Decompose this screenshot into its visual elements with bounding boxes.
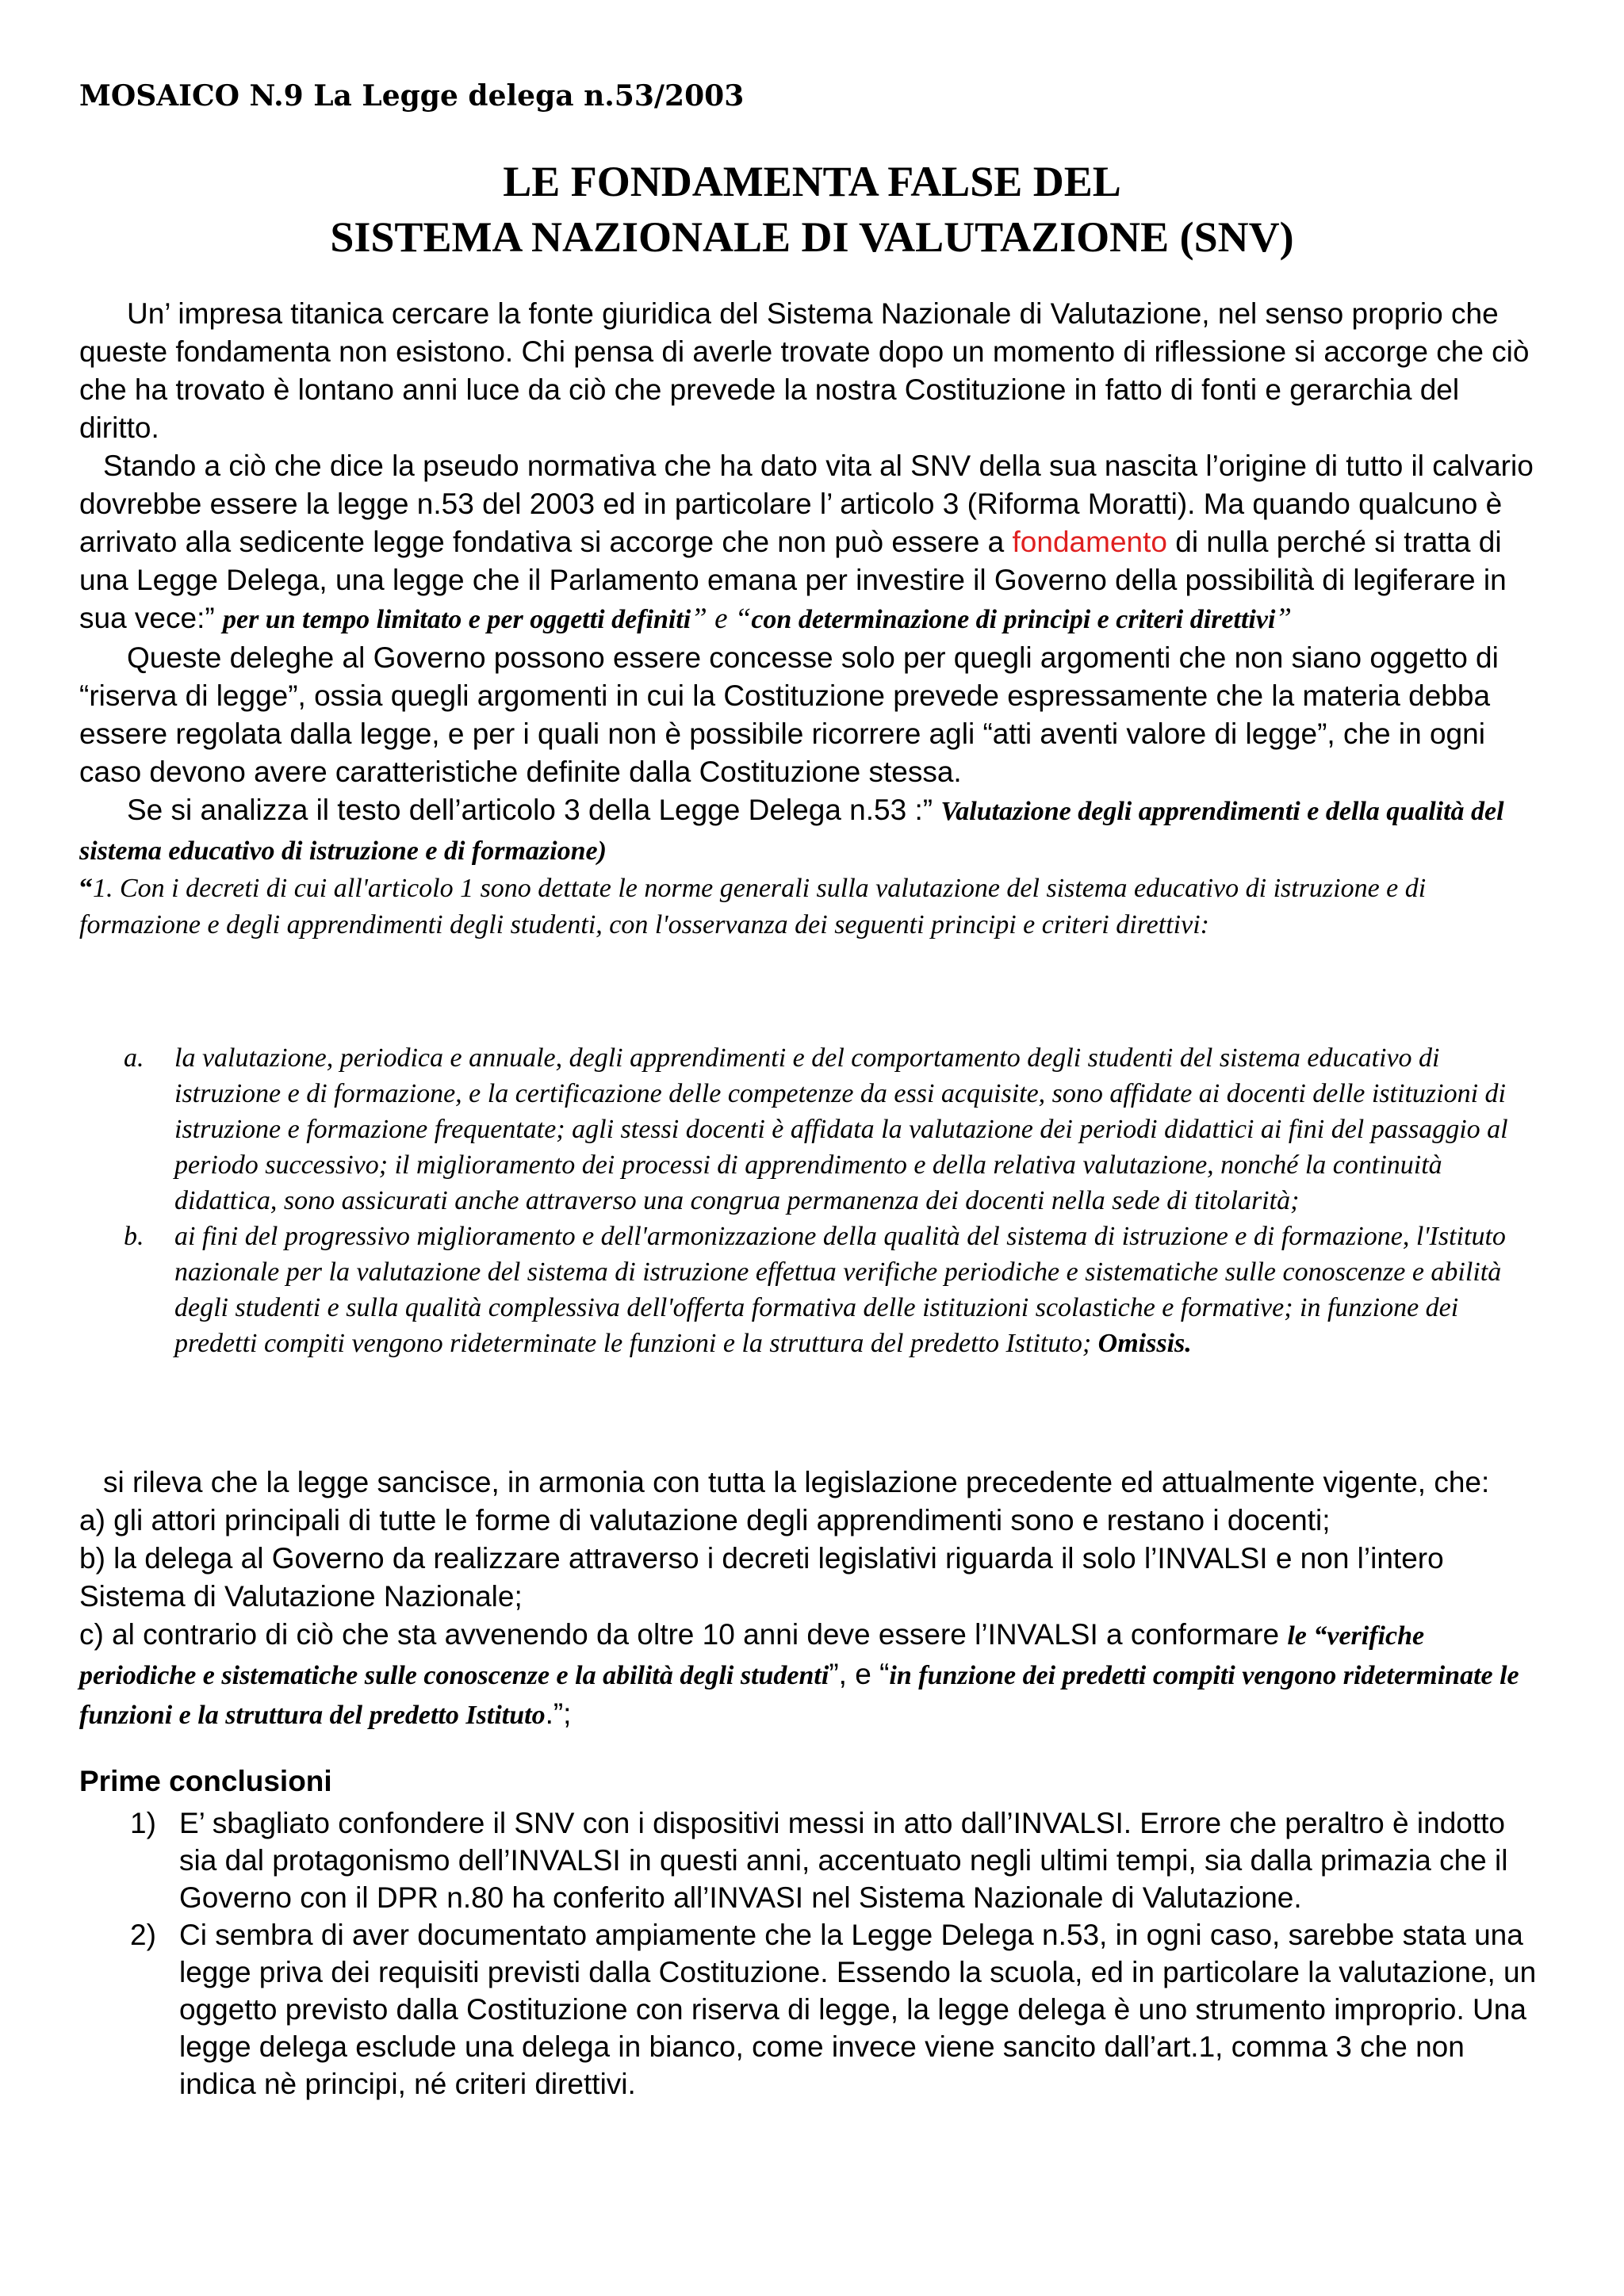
finding-a: a) gli attori principali di tutte le forme di valutazione degli apprendimenti sono e restano i docenti;	[79, 1504, 1331, 1536]
quote-mark: ” e “	[691, 603, 752, 635]
quote-mark: ”	[1275, 603, 1292, 635]
omissis-label: Omissis.	[1097, 1329, 1192, 1358]
intro-paragraph-3: Queste deleghe al Governo possono essere concesse solo per quegli argomenti che non siano oggetto di “riserva di legge”, ossia quegli argomenti in cui la Costituzione prevede espressamente che la materia debba essere regolata dalla legge, e per i quali non è possibile ricorrere agli “atti aventi valore di legge”, che in ogni caso devono avere caratteristiche definite dalla Costituzione stessa.	[79, 641, 1499, 788]
paragraph-text: c) al contrario di ciò che sta avvenendo da oltre 10 anni deve essere l’INVALSI a conformare	[79, 1618, 1288, 1651]
quote-mark: .”;	[545, 1697, 572, 1730]
article-criteria-list	[79, 1040, 1538, 1361]
list-item-text: ai fini del progressivo miglioramento e dell'armonizzazione della qualità del sistema di istruzione e di formazione, l'Istituto nazionale per la valutazione del sistema di istruzione effettua verifiche periodiche e sistematiche sulle conoscenze e abilità degli studenti e sulla qualità complessiva dell'offerta formativa delle istituzioni scolastiche e formative; in funzione dei predetti compiti vengono rideterminate le funzioni e la struttura del predetto Istituto;	[174, 1222, 1506, 1358]
conclusion-item	[79, 1916, 1546, 2103]
open-quote: “	[79, 874, 93, 903]
conclusion-text: Ci sembra di aver documentato ampiamente che la Legge Delega n.53, in ogni caso, sarebbe stata una legge priva dei requisiti previsti dalla Costituzione. Essendo la scuola, ed in particolare la valutazione, un oggetto previsto dalla Costituzione con riserva di legge, la legge delega è uno strumento improprio. Una legge delega esclude una delega in bianco, come invece viene sancito dall’art.1, comma 3 che non indica nè principi, né criteri direttivi.	[179, 1919, 1537, 2100]
list-marker: a.	[124, 1043, 144, 1073]
paragraph-text: di nulla perché si tratta di una Legge Delega, una legge che il Parlamento emana per investire il Governo della possibilità di legiferare in sua vece:”	[79, 526, 1507, 634]
page-title-line-1: LE FONDAMENTA FALSE DEL	[503, 158, 1121, 205]
intro-paragraph-2	[79, 447, 1546, 639]
list-marker: b.	[124, 1222, 144, 1251]
paragraph-text: Se si analizza il testo dell’articolo 3 della Legge Delega n.53 :”	[127, 794, 941, 826]
paragraph-text: Stando a ciò che dice la pseudo normativa che ha dato vita al SNV della sua nascita l’origine di tutto il calvario dovrebbe essere la legge n.53 del 2003 ed in particolare l’ articolo 3 (Riforma Moratti). Ma quando qualcuno è arrivato alla sedicente legge fondativa si accorge che non può essere a	[79, 450, 1534, 558]
intro-paragraph-4	[79, 791, 1546, 871]
list-item-text: la valutazione, periodica e annuale, degli apprendimenti e del comportamento degli studenti del sistema educativo di istruzione e di formazione, e la certificazione delle competenze da essi acquisite, sono affidate ai docenti delle istituzioni di istruzione e formazione frequentate; agli stessi docenti è affidata la valutazione dei periodi didattici ai fini del passaggio al periodo successivo; il miglioramento dei processi di apprendimento e della relativa valutazione, nonché la continuità didattica, sono assicurati anche attraverso una congrua permanenza dei docenti nella sede di titolarità;	[174, 1043, 1508, 1215]
conclusions-list	[79, 1804, 1546, 2103]
intro-paragraph-1: Un’ impresa titanica cercare la fonte giuridica del Sistema Nazionale di Valutazione, nel senso proprio che queste fondamenta non esistono. Chi pensa di averle trovate dopo un momento di riflessione si accorge che ciò che ha trovato è lontano anni luce da ciò che prevede la nostra Costituzione in fatto di fonti e gerarchia del diritto.	[79, 297, 1530, 444]
list-item	[79, 1040, 1538, 1219]
finding-c	[79, 1616, 1546, 1735]
quoted-text: in funzione dei predetti compiti vengono rideterminate le funzioni e la struttura del predetto Istituto	[79, 1661, 1519, 1730]
page-title-line-2: SISTEMA NAZIONALE DI VALUTAZIONE (SNV)	[330, 213, 1294, 261]
quoted-text: le “verifiche periodiche e sistematiche sulle conoscenze e la abilità degli studenti	[79, 1621, 1425, 1690]
series-label: MOSAICO N.9 La Legge delega n.53/2003	[79, 79, 745, 113]
quoted-text: con determinazione di principi e criteri direttivi	[751, 605, 1276, 634]
conclusion-marker: 2)	[130, 1919, 156, 1951]
list-item	[79, 1219, 1538, 1361]
article-text: 1. Con i decreti di cui all'articolo 1 sono dettate le norme generali sulla valutazione del sistema educativo di istruzione e di formazione e degli apprendimenti degli studenti, con l'osservanza dei seguenti principi e criteri direttivi:	[79, 874, 1427, 939]
conclusion-marker: 1)	[130, 1807, 156, 1839]
article-quote	[79, 871, 1546, 943]
highlighted-word: fondamento	[1012, 526, 1167, 558]
conclusion-item	[79, 1804, 1546, 1916]
section-heading: Prime conclusioni	[79, 1765, 332, 1797]
conclusion-text: E’ sbagliato confondere il SNV con i dispositivi messi in atto dall’INVALSI. Errore che peraltro è indotto sia dal protagonismo dell’INVALSI in questi anni, accentuato negli ultimi tempi, sia dalla primazia che il Governo con il DPR n.80 ha conferito all’INVASI nel Sistema Nazionale di Valutazione.	[179, 1807, 1508, 1914]
finding-b: b) la delega al Governo da realizzare attraverso i decreti legislativi riguarda il solo l’INVALSI e non l’intero Sistema di Valutazione Nazionale;	[79, 1542, 1444, 1613]
quote-mark: ”, e “	[829, 1658, 890, 1690]
intro-section	[79, 295, 1546, 943]
article-title: Valutazione degli apprendimenti e della qualità del sistema educativo di istruzione e di formazione)	[79, 797, 1504, 866]
quoted-text: per un tempo limitato e per oggetti definiti	[222, 605, 691, 634]
findings-section	[79, 1464, 1546, 1735]
findings-lead: si rileva che la legge sancisce, in armonia con tutta la legislazione precedente ed attualmente vigente, che:	[103, 1466, 1490, 1498]
